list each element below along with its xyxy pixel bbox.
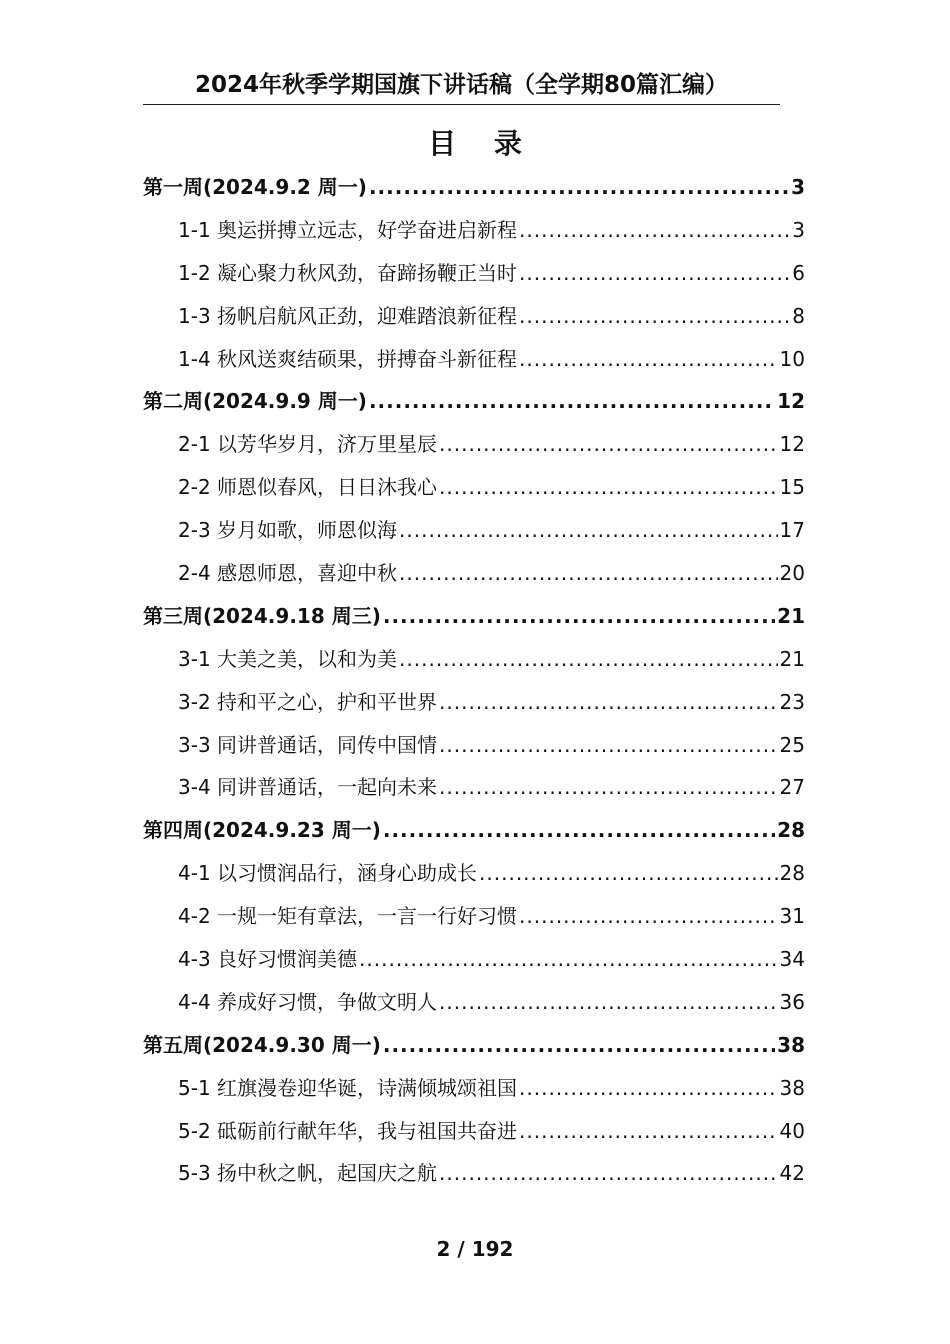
dot-leader <box>369 166 789 209</box>
toc-entry-title: 5-2 砥砺前行献年华，我与祖国共奋进 <box>178 1118 518 1143</box>
toc-entry[interactable] <box>143 295 805 338</box>
dot-leader <box>519 252 790 295</box>
toc-entry[interactable] <box>143 852 805 895</box>
dot-leader <box>399 509 778 552</box>
toc-page-number: 15 <box>779 475 805 500</box>
toc-entry-title: 4-4 养成好习惯，争做文明人 <box>178 989 438 1014</box>
toc-entry[interactable] <box>143 681 805 724</box>
toc-page-number: 3 <box>791 175 805 199</box>
toc-page-number: 28 <box>777 818 805 843</box>
toc-entry-title: 3-4 同讲普通话，一起向未来 <box>178 775 438 800</box>
toc-page-number: 12 <box>777 389 805 414</box>
dot-leader <box>359 938 778 981</box>
dot-leader <box>519 895 778 938</box>
toc-entry-title: 2-1 以芳华岁月，济万里星辰 <box>178 432 438 457</box>
toc-page-number: 12 <box>779 432 805 457</box>
table-of-contents <box>143 166 805 1195</box>
toc-page-number: 10 <box>779 346 805 371</box>
toc-entry-title: 第二周(2024.9.9 周一) <box>143 389 367 414</box>
dot-leader <box>519 1067 778 1110</box>
dot-leader <box>439 1152 778 1195</box>
dot-leader <box>399 638 778 681</box>
toc-page-number: 38 <box>777 1032 805 1057</box>
toc-entry-title: 3-3 同讲普通话，同传中国情 <box>178 732 438 757</box>
toc-entry[interactable] <box>143 509 805 552</box>
toc-entry-title: 4-3 良好习惯润美德 <box>178 947 358 972</box>
toc-entry-title: 第四周(2024.9.23 周一) <box>143 818 381 843</box>
toc-week-heading[interactable] <box>143 595 805 638</box>
dot-leader <box>519 338 778 381</box>
toc-page-number: 40 <box>779 1118 805 1143</box>
dot-leader <box>439 766 778 809</box>
toc-page-number: 21 <box>777 603 805 628</box>
toc-entry-title: 第一周(2024.9.2 周一) <box>143 175 367 199</box>
toc-entry-title: 4-1 以习惯润品行，涵身心助成长 <box>178 861 478 886</box>
toc-entry[interactable] <box>143 209 805 252</box>
toc-entry[interactable] <box>143 338 805 381</box>
dot-leader <box>519 209 790 252</box>
toc-page-number: 42 <box>779 1161 805 1186</box>
page-number: 2 / 192 <box>436 1237 514 1261</box>
toc-entry[interactable] <box>143 1067 805 1110</box>
toc-entry[interactable] <box>143 766 805 809</box>
toc-page-number: 17 <box>779 518 805 543</box>
toc-entry[interactable] <box>143 252 805 295</box>
toc-week-heading[interactable] <box>143 166 805 209</box>
toc-page-number: 23 <box>779 689 805 714</box>
dot-leader <box>399 552 778 595</box>
toc-page-number: 34 <box>779 947 805 972</box>
dot-leader <box>439 724 778 767</box>
toc-entry[interactable] <box>143 423 805 466</box>
toc-page-number: 28 <box>779 861 805 886</box>
document-title: 2024年秋季学期国旗下讲话稿（全学期80篇汇编） <box>194 72 729 98</box>
toc-page-number: 20 <box>779 561 805 586</box>
toc-entry[interactable] <box>143 981 805 1024</box>
toc-entry-title: 1-3 扬帆启航风正劲，迎难踏浪新征程 <box>178 303 518 328</box>
dot-leader <box>383 1024 775 1067</box>
toc-page-number: 36 <box>779 989 805 1014</box>
toc-entry[interactable] <box>143 895 805 938</box>
toc-entry-title: 2-4 感恩师恩，喜迎中秋 <box>178 561 398 586</box>
dot-leader <box>519 295 790 338</box>
dot-leader <box>369 380 775 423</box>
dot-leader <box>519 1110 778 1153</box>
toc-title: 目 录 <box>428 127 536 160</box>
dot-leader <box>439 981 778 1024</box>
dot-leader <box>439 423 778 466</box>
toc-page-number: 25 <box>779 732 805 757</box>
toc-entry-title: 1-2 凝心聚力秋风劲，奋蹄扬鞭正当时 <box>178 260 518 285</box>
toc-entry-title: 5-1 红旗漫卷迎华诞，诗满倾城颂祖国 <box>178 1075 518 1100</box>
toc-entry[interactable] <box>143 938 805 981</box>
toc-entry[interactable] <box>143 1110 805 1153</box>
toc-page-number: 27 <box>779 775 805 800</box>
toc-week-heading[interactable] <box>143 809 805 852</box>
toc-page-number: 31 <box>779 904 805 929</box>
toc-page-number: 3 <box>792 217 805 242</box>
toc-entry-title: 5-3 扬中秋之帆，起国庆之航 <box>178 1161 438 1186</box>
dot-leader <box>479 852 778 895</box>
document-header <box>143 66 780 105</box>
dot-leader <box>383 809 775 852</box>
dot-leader <box>383 595 775 638</box>
toc-entry-title: 1-4 秋风送爽结硕果，拼搏奋斗新征程 <box>178 346 518 371</box>
dot-leader <box>439 466 778 509</box>
toc-entry[interactable] <box>143 638 805 681</box>
toc-entry[interactable] <box>143 1152 805 1195</box>
dot-leader <box>439 681 778 724</box>
toc-entry-title: 2-2 师恩似春风，日日沐我心 <box>178 475 438 500</box>
toc-page-number: 21 <box>779 646 805 671</box>
toc-entry[interactable] <box>143 552 805 595</box>
toc-week-heading[interactable] <box>143 380 805 423</box>
toc-entry-title: 第三周(2024.9.18 周三) <box>143 603 381 628</box>
toc-page-number: 38 <box>779 1075 805 1100</box>
toc-entry-title: 4-2 一规一矩有章法，一言一行好习惯 <box>178 904 518 929</box>
toc-entry-title: 1-1 奥运拼搏立远志，好学奋进启新程 <box>178 217 518 242</box>
toc-week-heading[interactable] <box>143 1024 805 1067</box>
toc-entry-title: 3-1 大美之美，以和为美 <box>178 646 398 671</box>
toc-entry-title: 2-3 岁月如歌，师恩似海 <box>178 518 398 543</box>
toc-entry[interactable] <box>143 466 805 509</box>
toc-page-number: 6 <box>792 260 805 285</box>
toc-entry-title: 3-2 持和平之心，护和平世界 <box>178 689 438 714</box>
toc-page-number: 8 <box>792 303 805 328</box>
toc-entry[interactable] <box>143 724 805 767</box>
toc-entry-title: 第五周(2024.9.30 周一) <box>143 1032 381 1057</box>
